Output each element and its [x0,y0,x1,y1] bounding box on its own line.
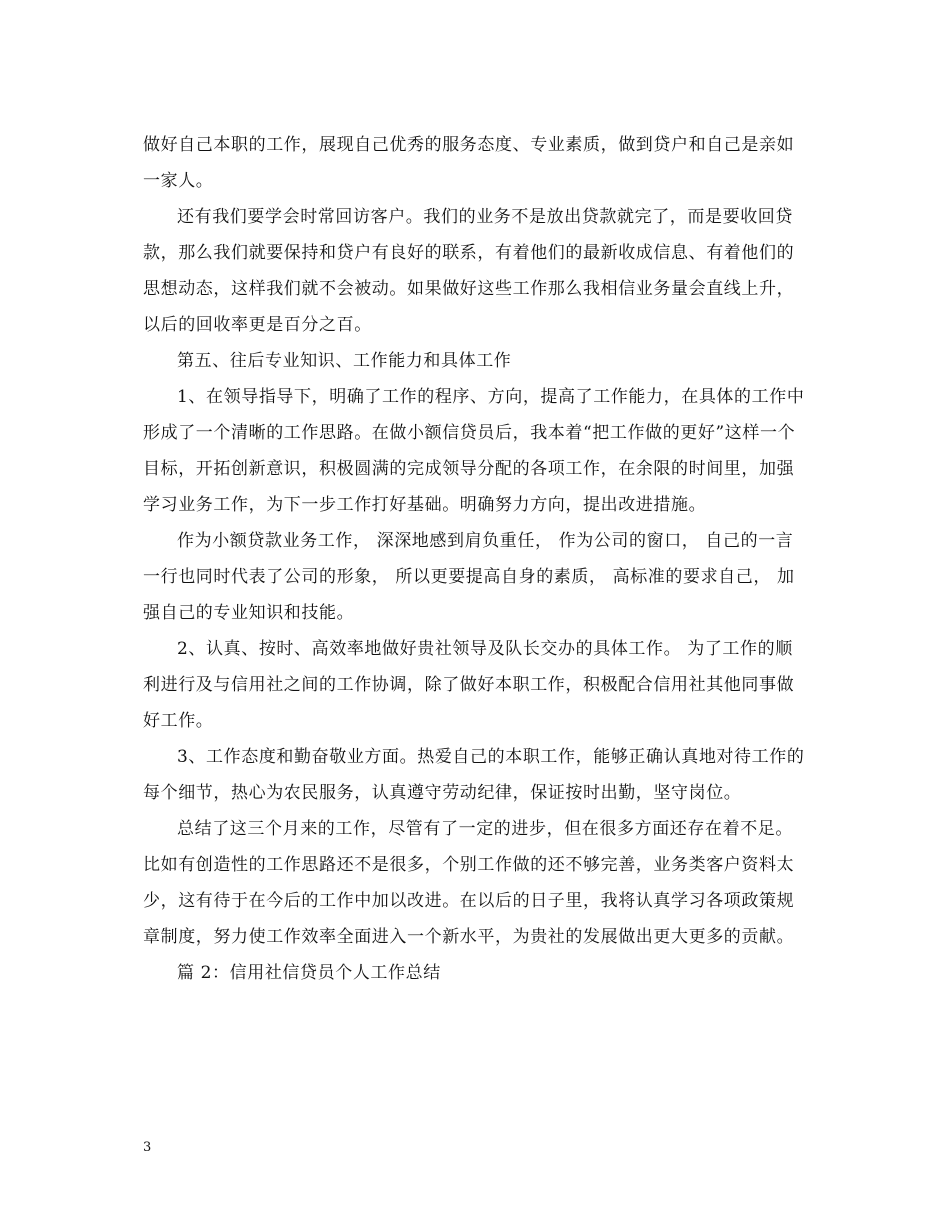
paragraph: 3、工作态度和勤奋敬业方面。热爱自己的本职工作，能够正确认真地对待工作的每个细节，热心为农民服务，认真遵守劳动纪律，保证按时出勤，坚守岗位。 [143,747,805,803]
paragraph: 总结了这三个月来的工作，尽管有了一定的进步，但在很多方面还存在着不足。比如有创造性的工作思路还不是很多，个别工作做的还不够完善，业务类客户资料太少，这有待于在今后的工作中加以改进。在以后的日子里，我将认真学习各项政策规章制度，努力使工作效率全面进入一个新水平，为贵社的发展做出更大更多的贡献。 [143,819,795,947]
paragraph: 2、认真、按时、高效率地做好贵社领导及队长交办的具体工作。 为了工作的顺利进行及与信用社之间的工作协调，除了做好本职工作，积极配合信用社其他同事做好工作。 [143,639,795,731]
paragraph: 作为小额贷款业务工作， 深深地感到肩负重任， 作为公司的窗口， 自己的一言一行也同时代表了公司的形象， 所以更要提高自身的素质， 高标准的要求自己， 加强自己的专业知识和技能。 [143,531,795,623]
paragraph: 还有我们要学会时常回访客户。我们的业务不是放出贷款就完了，而是要收回贷款，那么我们就要保持和贷户有良好的联系，有着他们的最新收成信息、有着他们的思想动态，这样我们就不会被动。如果做好这些工作那么我相信业务量会直线上升，以后的回收率更是百分之百。 [143,207,795,335]
paragraph: 1、在领导指导下，明确了工作的程序、方向，提高了工作能力，在具体的工作中形成了一个清晰的工作思路。在做小额信贷员后，我本着“把工作做的更好”这样一个目标，开拓创新意识，积极圆满的完成领导分配的各项工作，在余限的时间里，加强学习业务工作，为下一步工作打好基础。明确努力方向，提出改进措施。 [143,387,805,515]
page-number: 3 [143,1140,152,1155]
document-body [143,127,808,991]
section-heading: 第五、往后专业知识、工作能力和具体工作 [177,351,512,371]
paragraph: 做好自己本职的工作，展现自己优秀的服务态度、专业素质，做到贷户和自己是亲如一家人。 [143,135,795,191]
article-heading: 篇 2：信用社信贷员个人工作总结 [177,963,441,983]
